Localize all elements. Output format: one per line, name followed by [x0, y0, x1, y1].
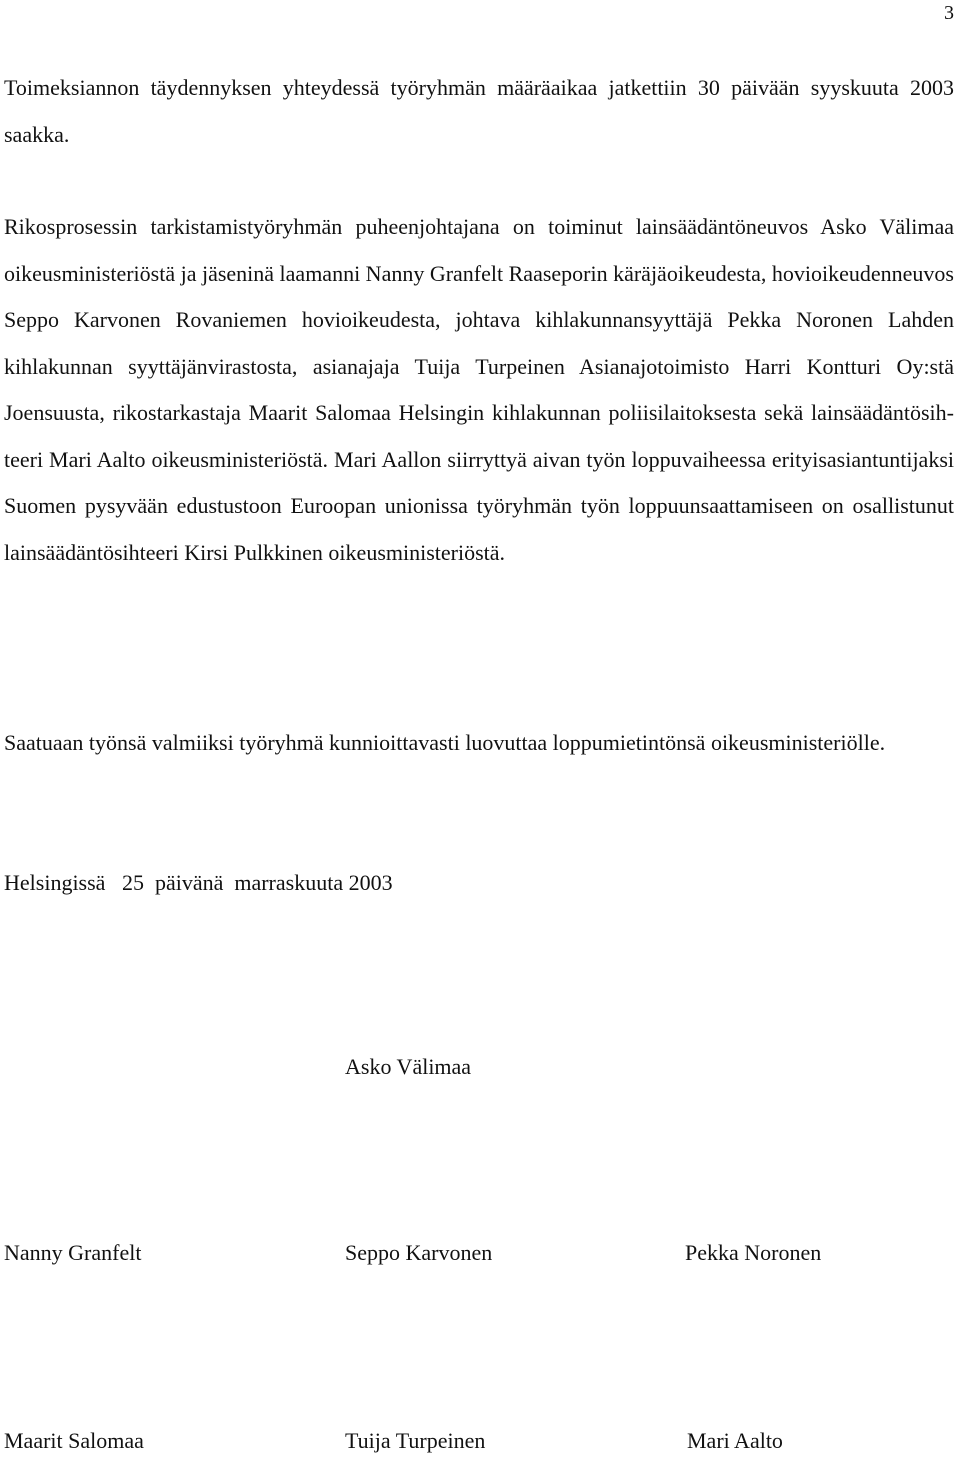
page-number: 3 [944, 2, 954, 24]
signature-chair: Asko Välimaa [345, 1054, 472, 1079]
signature-member: Nanny Granfelt [4, 1240, 142, 1265]
paragraph-working-group-members: Rikosprosessin tarkistamistyöryhmän puheenjohtajana on toiminut lainsäädäntöneuvos Asko Välimaa oikeusministeriöstä ja jäseninä laamanni Nanny Granfelt Raaseporin käräjäoikeudesta, hovioikeudenneuvos Seppo Karvonen Rovaniemen hovioikeudesta, johtava kihlakunnansyyttäjä Pekka Noronen Lahden kihlakunnan syyttäjänvirastosta, asianajaja Tuija Turpeinen Asianajotoimisto Harri Kontturi Oy:stä Joensuusta, rikostarkastaja Maarit Salomaa Helsingin kihlakunnan poliisilaitoksesta sekä lainsäädäntösihteeri Mari Aalto oikeusministeriöstä. Mari Aallon siirryttyä aivan työn loppuvaiheessa erityisasiantuntijaksi Suomen pysyvään edustustoon Euroopan unionissa työryhmän työn loppuunsaattamiseen on osallistunut lainsäädäntösihteeri Kirsi Pulkkinen oikeusministeriöstä. [4, 214, 954, 565]
paragraph-report-handover: Saatuaan työnsä valmiiksi työryhmä kunnioittavasti luovuttaa loppumietintönsä oikeusministeriölle. [4, 730, 886, 755]
dateline: Helsingissä 25 päivänä marraskuuta 2003 [4, 870, 393, 895]
signature-member: Maarit Salomaa [4, 1428, 144, 1453]
signature-member: Seppo Karvonen [345, 1240, 493, 1265]
signature-member: Pekka Noronen [685, 1240, 822, 1265]
paragraph-deadline-extension: Toimeksiannon täydennyksen yhteydessä työryhmän määräaikaa jatkettiin 30 päivään syyskuuta 2003 saakka. [4, 75, 954, 147]
signature-member: Mari Aalto [687, 1428, 783, 1453]
signature-member: Tuija Turpeinen [345, 1428, 486, 1453]
